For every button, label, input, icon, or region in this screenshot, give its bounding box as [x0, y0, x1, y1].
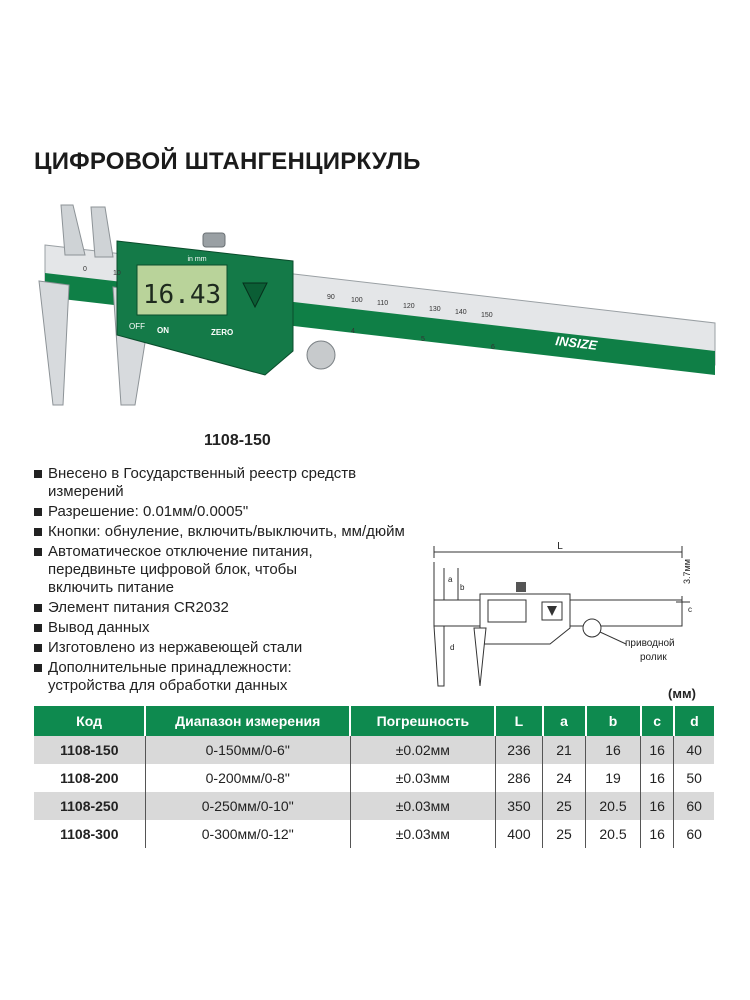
- feature-item: Разрешение: 0.01мм/0.0005": [34, 503, 414, 521]
- off-button-label: OFF: [129, 322, 145, 331]
- roller-label-line1: приводной: [625, 638, 675, 649]
- table-row: 1108-200 0-200мм/0-8" ±0.03мм 286 24 19 16 50: [34, 764, 714, 792]
- svg-text:120: 120: [403, 303, 415, 310]
- brand-logo: INSIZE: [554, 333, 599, 353]
- table-row: 1108-250 0-250мм/0-10" ±0.03мм 350 25 20.5 16 60: [34, 792, 714, 820]
- dim-c-label: c: [688, 605, 692, 614]
- col-header-range: Диапазон измерения: [145, 706, 350, 736]
- bullet-icon: [34, 664, 42, 672]
- bullet-icon: [34, 624, 42, 632]
- svg-text:130: 130: [429, 306, 441, 313]
- feature-item: Элемент питания CR2032: [34, 599, 414, 617]
- svg-text:0: 0: [83, 266, 87, 273]
- dimension-diagram: [420, 540, 720, 700]
- table-header-row: [34, 706, 714, 736]
- table-row: 1108-300 0-300мм/0-12" ±0.03мм 400 25 20.5 16 60: [34, 820, 714, 848]
- feature-item: Вывод данных: [34, 619, 414, 637]
- svg-text:a: a: [448, 575, 453, 584]
- caliper-image: [25, 195, 725, 415]
- bullet-icon: [34, 470, 42, 478]
- svg-text:90: 90: [327, 294, 335, 301]
- model-label: 1108-150: [204, 432, 271, 449]
- feature-item: Автоматическое отключение питания, передвиньте цифровой блок, чтобы включить питание: [34, 543, 414, 597]
- col-header-d: d: [674, 706, 714, 736]
- feature-item: Дополнительные принадлежности: устройства для обработки данных: [34, 659, 414, 695]
- bullet-icon: [34, 644, 42, 652]
- table-row: 1108-150 0-150мм/0-6" ±0.02мм 236 21 16 16 40: [34, 736, 714, 764]
- roller-label-line2: ролик: [640, 652, 667, 663]
- svg-text:10: 10: [113, 270, 121, 277]
- dim-d-label: d: [450, 643, 455, 652]
- feature-item: Внесено в Государственный реестр средств измерений: [34, 465, 414, 501]
- on-button-label: ON: [157, 326, 169, 335]
- svg-text:100: 100: [351, 297, 363, 304]
- unit-label: (мм): [668, 686, 696, 701]
- feature-item: Кнопки: обнуление, включить/выключить, мм/дюйм: [34, 523, 414, 541]
- bullet-icon: [34, 548, 42, 556]
- feature-item: Изготовлено из нержавеющей стали: [34, 639, 414, 657]
- feature-list: [34, 465, 414, 697]
- zero-button-label: ZERO: [211, 328, 234, 337]
- col-header-a: a: [543, 706, 586, 736]
- col-header-c: c: [641, 706, 674, 736]
- svg-text:6: 6: [491, 344, 495, 351]
- svg-text:110: 110: [377, 300, 389, 307]
- svg-text:b: b: [460, 583, 465, 592]
- bullet-icon: [34, 528, 42, 536]
- col-header-code: Код: [34, 706, 145, 736]
- inmm-button-label: in mm: [187, 256, 207, 263]
- svg-text:140: 140: [455, 309, 467, 316]
- svg-text:5: 5: [421, 336, 425, 343]
- dim-L-label: L: [557, 541, 563, 552]
- svg-text:150: 150: [481, 312, 493, 319]
- col-header-b: b: [586, 706, 641, 736]
- bullet-icon: [34, 508, 42, 516]
- spec-table: [34, 706, 714, 848]
- lcd-display-value: 16.43: [142, 280, 222, 310]
- svg-text:4: 4: [351, 328, 355, 335]
- page-title: ЦИФРОВОЙ ШТАНГЕНЦИРКУЛЬ: [34, 148, 421, 175]
- col-header-accuracy: Погрешность: [350, 706, 495, 736]
- bullet-icon: [34, 604, 42, 612]
- col-header-L: L: [495, 706, 542, 736]
- dim-thickness-label: 3.7мм: [682, 559, 692, 584]
